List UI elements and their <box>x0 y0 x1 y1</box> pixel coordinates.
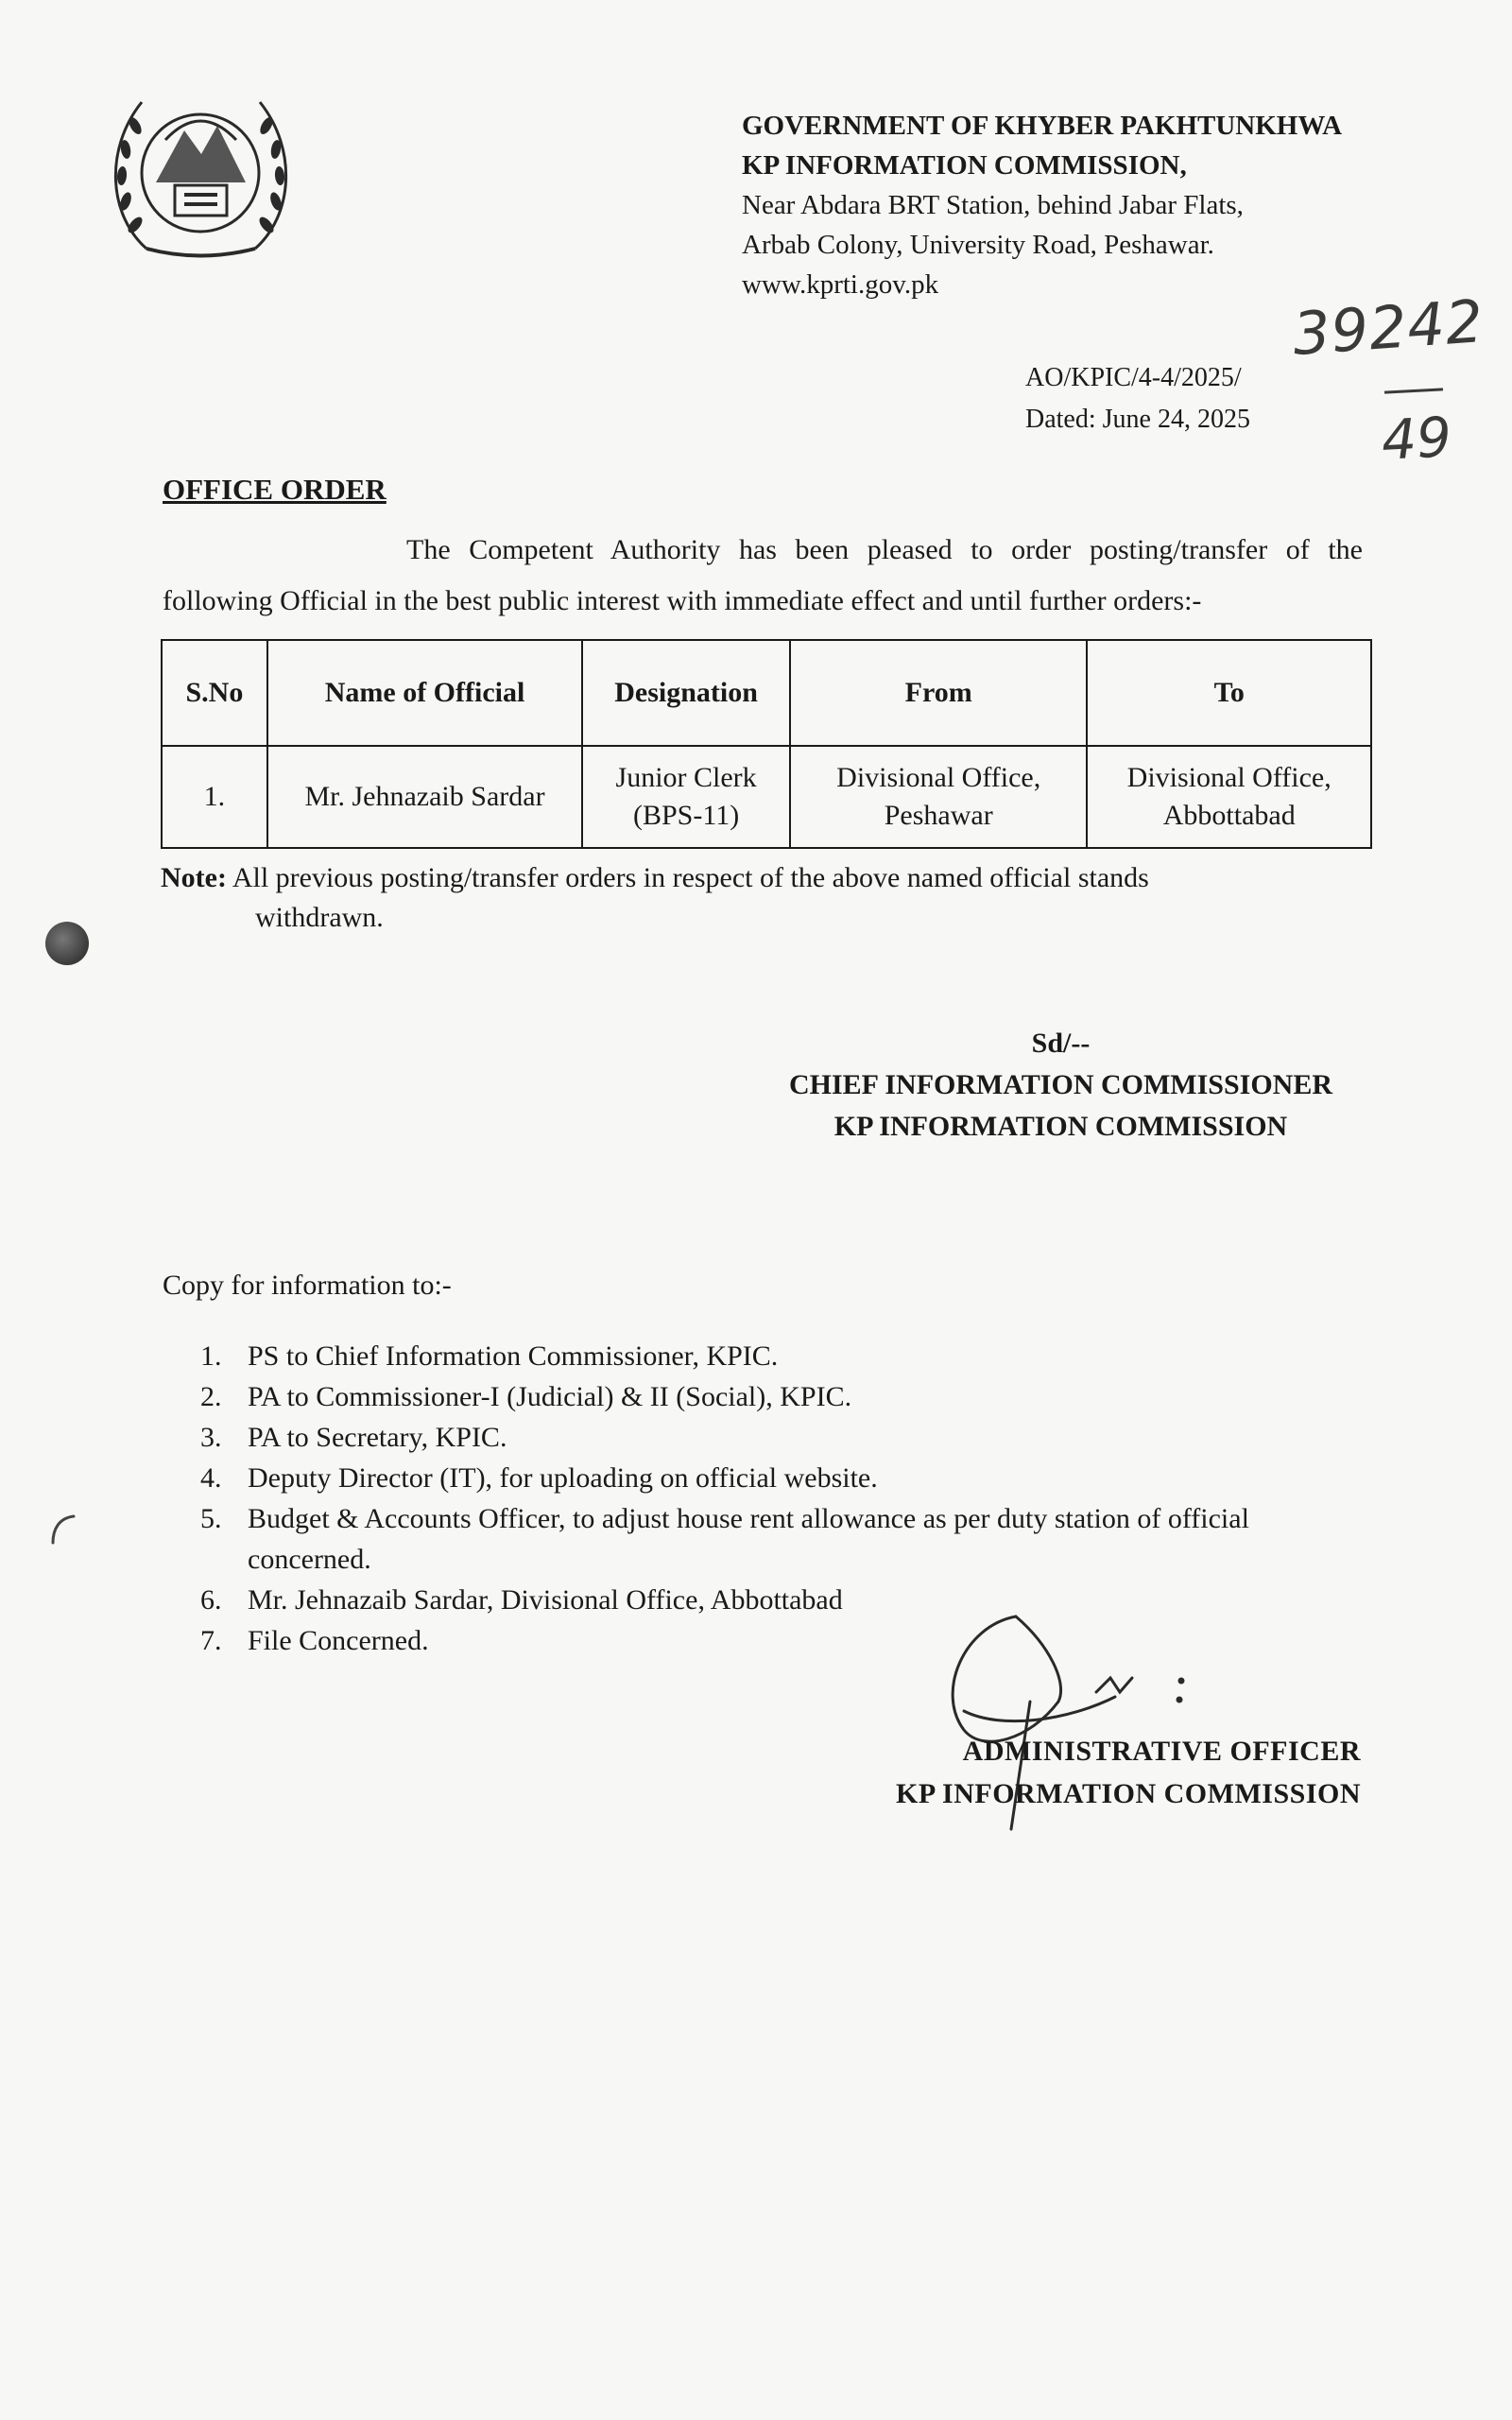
letterhead-address-1: Near Abdara BRT Station, behind Jabar Flats, <box>742 190 1244 220</box>
header-to: To <box>1087 640 1371 746</box>
letterhead-website: www.kprti.gov.pk <box>742 269 939 300</box>
officer-block <box>803 1730 1361 1815</box>
cell-to <box>1087 746 1371 848</box>
reference-block <box>1025 357 1250 441</box>
office-order-title: OFFICE ORDER <box>163 473 387 506</box>
note-text-line-2: withdrawn. <box>255 902 384 933</box>
posting-table <box>161 639 1372 849</box>
list-item <box>200 1376 1372 1417</box>
list-item-text: File Concerned. <box>248 1625 429 1656</box>
signatory-title: CHIEF INFORMATION COMMISSIONER <box>788 1069 1333 1100</box>
list-item-text: PA to Commissioner-I (Judicial) & II (Social), KPIC. <box>248 1381 852 1412</box>
table-header-row <box>162 640 1371 746</box>
paper-mark-icon <box>45 1511 83 1548</box>
letterhead <box>742 106 1342 304</box>
list-item-number: 6. <box>200 1584 222 1616</box>
letterhead-commission: KP INFORMATION COMMISSION, <box>742 150 1187 181</box>
header-designation: Designation <box>582 640 790 746</box>
designation-title: Junior Clerk <box>615 762 757 793</box>
reference-number: AO/KPIC/4-4/2025/ <box>1025 363 1242 392</box>
note-label: Note: <box>161 862 227 893</box>
cell-designation <box>582 746 790 848</box>
list-item <box>200 1336 1372 1376</box>
list-item <box>200 1417 1372 1458</box>
handwritten-diary-number: 39242 <box>1290 286 1486 369</box>
cell-sno: 1. <box>162 746 267 848</box>
letterhead-government: GOVERNMENT OF KHYBER PAKHTUNKHWA <box>742 111 1343 141</box>
copy-heading: Copy for information to:- <box>163 1270 452 1301</box>
cell-from <box>790 746 1087 848</box>
reference-date: Dated: June 24, 2025 <box>1025 405 1250 434</box>
header-sno: S.No <box>162 640 267 746</box>
list-item <box>200 1458 1372 1498</box>
list-item-text: PA to Secretary, KPIC. <box>248 1422 507 1453</box>
list-item-number: 2. <box>200 1381 222 1412</box>
list-item-text: Deputy Director (IT), for uploading on official website. <box>248 1462 878 1494</box>
signatory-block <box>765 1023 1356 1148</box>
order-paragraph <box>163 525 1363 627</box>
list-item-text: Mr. Jehnazaib Sardar, Divisional Office, Abbottabad <box>248 1584 843 1616</box>
signatory-organization: KP INFORMATION COMMISSION <box>833 1111 1288 1142</box>
list-item-number: 7. <box>200 1625 222 1656</box>
list-item-number: 4. <box>200 1462 222 1494</box>
table-row <box>162 746 1371 848</box>
to-city: Abbottabad <box>1162 800 1296 831</box>
officer-title: ADMINISTRATIVE OFFICER <box>962 1736 1361 1767</box>
header-name: Name of Official <box>267 640 582 746</box>
from-office: Divisional Office, <box>836 762 1041 793</box>
order-paragraph-text: The Competent Authority has been pleased to order posting/transfer of the following Official in the best public interest with immediate effect and until further orders:- <box>163 534 1363 616</box>
header-from: From <box>790 640 1087 746</box>
government-emblem-icon <box>90 74 312 272</box>
list-item-text: PS to Chief Information Commissioner, KPIC. <box>248 1340 779 1372</box>
note <box>161 858 1363 938</box>
list-item-number: 5. <box>200 1503 222 1534</box>
list-item-text: Budget & Accounts Officer, to adjust house rent allowance as per duty station of official concerned. <box>248 1503 1249 1575</box>
note-text-line-1: All previous posting/transfer orders in respect of the above named official stands <box>232 862 1149 893</box>
list-item-number: 3. <box>200 1422 222 1453</box>
list-item <box>200 1498 1372 1580</box>
cell-name: Mr. Jehnazaib Sardar <box>267 746 582 848</box>
punch-hole-icon <box>45 922 89 965</box>
to-office: Divisional Office, <box>1126 762 1332 793</box>
list-item-number: 1. <box>200 1340 222 1372</box>
officer-organization: KP INFORMATION COMMISSION <box>896 1778 1361 1809</box>
signed-mark: Sd/-- <box>1031 1028 1091 1059</box>
handwritten-divider <box>1384 388 1443 393</box>
letterhead-address-2: Arbab Colony, University Road, Peshawar. <box>742 230 1214 260</box>
designation-scale: (BPS-11) <box>632 800 740 831</box>
from-city: Peshawar <box>884 800 993 831</box>
handwritten-sub-number: 49 <box>1380 405 1453 473</box>
